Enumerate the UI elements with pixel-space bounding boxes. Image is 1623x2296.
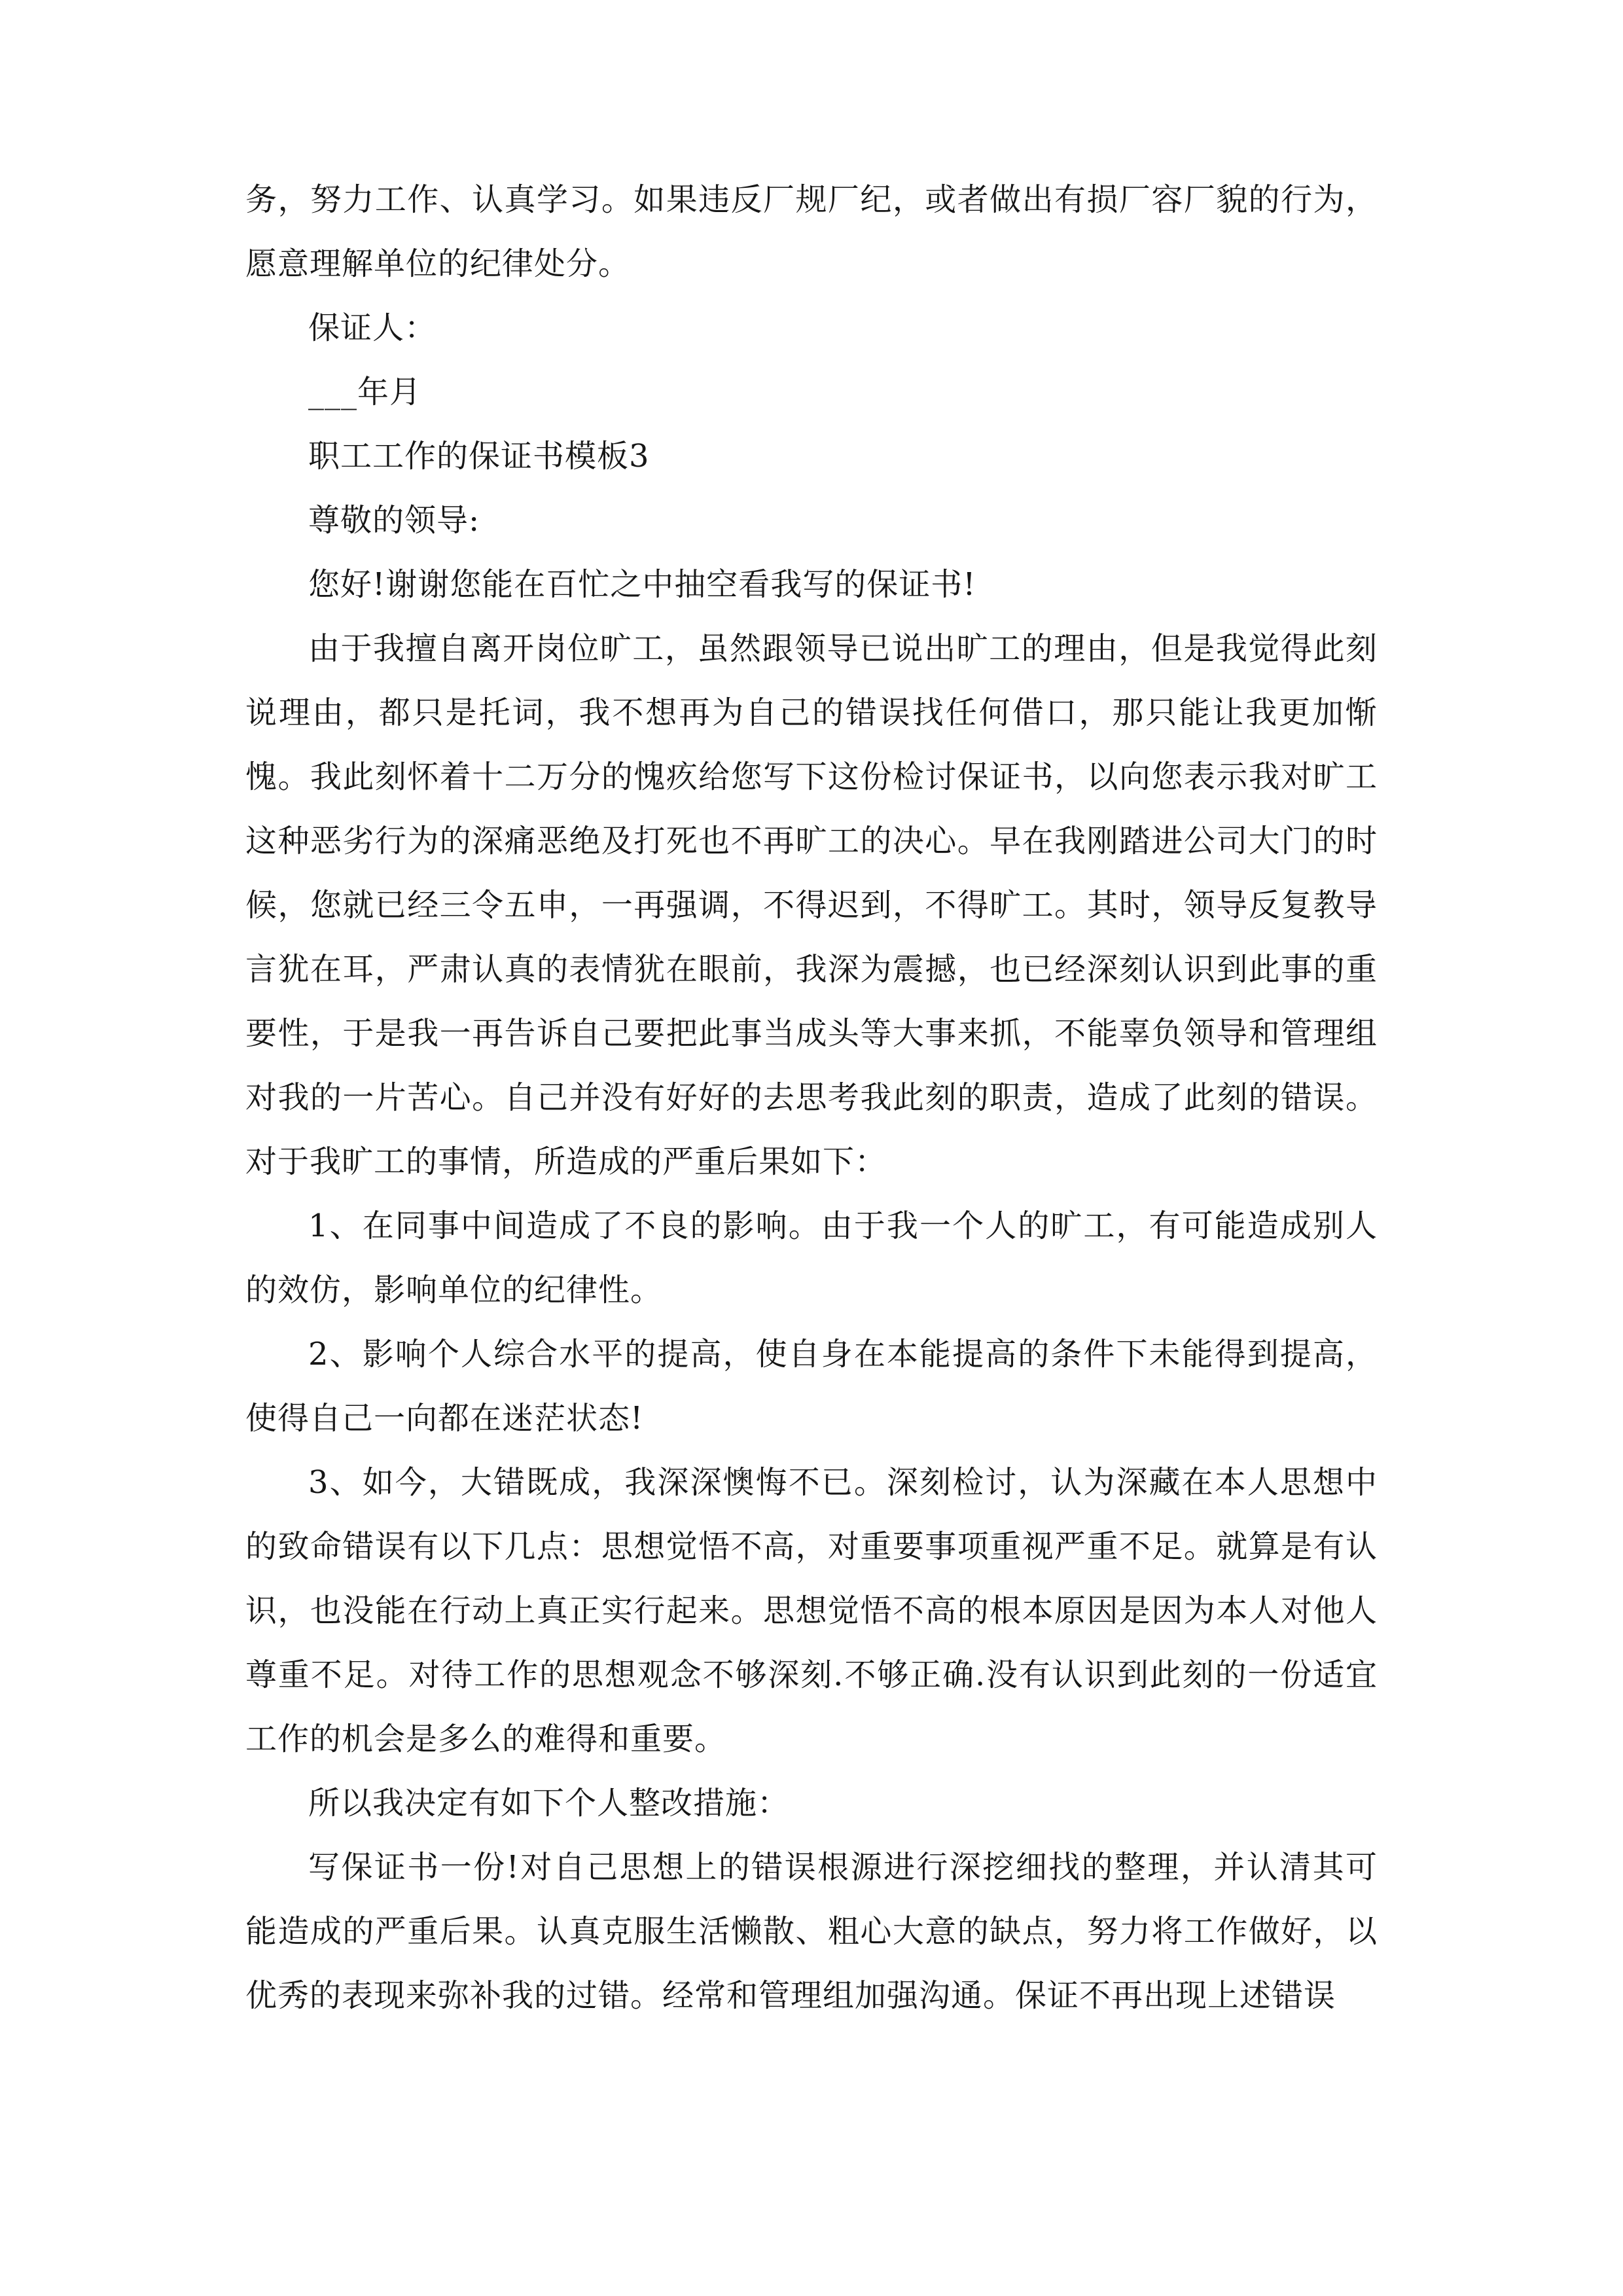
paragraph-item-2: 2、影响个人综合水平的提高，使自身在本能提高的条件下未能得到提高，使得自己一向都在迷茫状态! [245, 1336, 1378, 1437]
paragraph-measures-intro: 所以我决定有如下个人整改措施： [308, 1785, 790, 1821]
section-title: 职工工作的保证书模板3 [308, 438, 650, 475]
paragraph-measures: 写保证书一份!对自己思想上的错误根源进行深挖细找的整理，并认清其可能造成的严重后果。认真克服生活懒散、粗心大意的缺点，努力将工作做好，以优秀的表现来弥补我的过错。经常和管理组加强沟通。保证不再出现上述错误 [245, 1849, 1378, 2014]
paragraph-continuation: 务，努力工作、认真学习。如果违反厂规厂纪，或者做出有损厂容厂貌的行为，愿意理解单位的纪律处分。 [245, 181, 1378, 282]
paragraph-greeting: 您好!谢谢您能在百忙之中抽空看我写的保证书! [308, 566, 976, 603]
paragraph-item-1: 1、在同事中间造成了不良的影响。由于我一个人的旷工，有可能造成别人的效仿，影响单位的纪律性。 [245, 1208, 1378, 1308]
paragraph-body: 由于我擅自离开岗位旷工，虽然跟领导已说出旷工的理由，但是我觉得此刻说理由，都只是托词，我不想再为自己的错误找任何借口，那只能让我更加惭愧。我此刻怀着十二万分的愧疚给您写下这份检讨保证书，以向您表示我对旷工这种恶劣行为的深痛恶绝及打死也不再旷工的决心。早在我刚踏进公司大门的时候，您就已经三令五申，一再强调，不得迟到，不得旷工。其时，领导反复教导言犹在耳，严肃认真的表情犹在眼前，我深为震撼，也已经深刻认识到此事的重要性，于是我一再告诉自己要把此事当成头等大事来抓，不能辜负领导和管理组对我的一片苦心。自己并没有好好的去思考我此刻的职责，造成了此刻的错误。对于我旷工的事情，所造成的严重后果如下： [245, 630, 1378, 1180]
paragraph-item-3: 3、如今，大错既成，我深深懊悔不已。深刻检讨，认为深藏在本人思想中的致命错误有以下几点：思想觉悟不高，对重要事项重视严重不足。就算是有认识，也没能在行动上真正实行起来。思想觉悟不高的根本原因是因为本人对他人尊重不足。对待工作的思想观念不够深刻.不够正确.没有认识到此刻的一份适宜工作的机会是多么的难得和重要。 [245, 1464, 1378, 1757]
paragraph-salutation: 尊敬的领导: [308, 502, 480, 539]
paragraph-date: ___年月 [308, 374, 422, 410]
document-body [245, 168, 1378, 2028]
paragraph-guarantor: 保证人： [308, 310, 437, 346]
